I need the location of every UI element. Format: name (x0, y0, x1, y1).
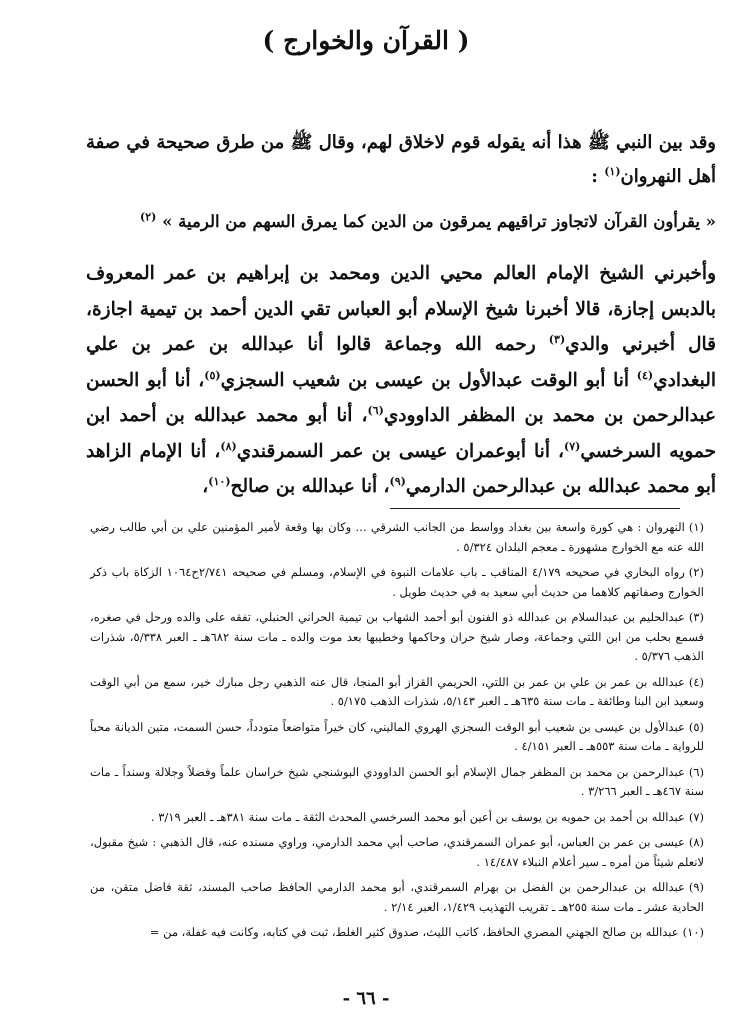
footnote-text: عبدالله بن عمر بن علي بن عمر بن اللتي، الحريمي القزاز أبو المنجا، قال عنه الذهبي رجل مبارك خير، سمع من أبي الوقت وسعيد ابن البنا وطائفة ـ مات سنة ٦٣٥هـ ـ العبر ٥/١٤٣، شذرات الذهب ٥/١٧٥ . (90, 674, 704, 708)
isnad-segment: ، أنا أبو الحسن عبدالرحمن بن محمد بن المظفر الداوودي (86, 369, 716, 426)
footnote-text: عبدالرحمن بن محمد بن المظفر جمال الإسلام أبو الحسن الداوودي البوشنجي شيخ خراسان علماً وفضلاً وجلالة وسنداً ـ مات سنة ٤٦٧هـ ـ العبر ٣/٢٦٦ . (90, 764, 704, 798)
footnote-text: النهروان : هي كورة واسعة بين بغداد وواسط من الجانب الشرقي ... وكان بها وقعة لأمير المؤمنين علي بن أبي طالب رضي الله عنه مع الخوارج مشهورة ـ معجم البلدان ٥/٣٢٤ . (90, 520, 704, 554)
footnote-item (90, 833, 704, 872)
footnote-number: (٣) (688, 610, 704, 624)
footnote-ref-5[interactable]: (٥) (204, 368, 221, 382)
intro-paragraph (86, 126, 716, 194)
footnote-item (90, 673, 704, 712)
footnote-text: عبدالله بن أحمد بن حمويه بن يوسف بن أعين أبو محمد السرخسي المحدث الثقة ـ مات سنة ٣٨١هـ ـ العبر ٣/١٩ . (150, 809, 685, 824)
footnote-ref-3[interactable]: (٣) (548, 332, 566, 346)
isnad-segment: ، أنا الإمام الزاهد أبو محمد عبدالله بن عبدالرحمن الدارمي (86, 440, 716, 497)
footnote-text: عبدالله بن صالح الجهني المصري الحافظ، كاتب الليث، صدوق كثير الغلط، ثبت في كتابه، وكانت فيه غفلة، من = (149, 925, 679, 939)
isnad-segment: ، أنا عبدالله بن صالح (230, 476, 390, 497)
footnote-item (90, 563, 704, 602)
footnote-text: عيسى بن عمر بن العباس، أبو عمران السمرقندي، صاحب أبي محمد الدارمي، وراوي مسنده عنه، قال الذهبي : شيخ مقبول، لانعلم شيئاً من أمره ـ سير أعلام النبلاء ١٤/٤٨٧ . (90, 835, 704, 869)
isnad-segment: ، (202, 476, 209, 497)
intro-text: وقد بين النبي ﷺ هذا أنه يقوله قوم لاخلاق لهم، وقال ﷺ من طرق صحيحة في صفة أهل النهروان (86, 132, 716, 187)
footnote-item (90, 718, 704, 757)
isnad-segment: أنا أبو الوقت عبدالأول بن عيسى بن شعيب السجزي (220, 369, 637, 391)
footnote-number: (١) (688, 520, 704, 534)
footnote-number: (١٠) (682, 925, 704, 939)
footnote-number: (٢) (688, 565, 704, 579)
footnote-item (90, 808, 704, 828)
footnote-number: (٨) (688, 835, 704, 849)
isnad-segment: ، أنا أبو محمد عبدالله بن أحمد ابن حمويه السرخسي (86, 405, 717, 462)
footnote-number: (٥) (688, 719, 704, 734)
footnote-ref-4[interactable]: (٤) (636, 368, 654, 382)
footnote-number: (٩) (688, 880, 704, 894)
footnote-text: عبدالأول بن عيسى بن شعيب أبو الوقت السجزي الهروي الماليني، كان خيراً متواضعاً متودداً، حسن السمت، متين الديانة محباً للرواية ـ مات سنة ٥٥٣هـ ـ العبر ٤/١٥١ . (90, 719, 704, 753)
page-number: - ٦٦ - (342, 988, 390, 1009)
footnote-text: رواه البخاري في صحيحه ٤/١٧٩ المناقب ـ باب علامات النبوة في الإسلام، ومسلم في صحيحه ٢/٧٤١ح١٠٦٤ الزكاة باب ذكر الخوارج وصفاتهم كلاهما من حديث أبي سعيد به في حديث طويل . (90, 565, 704, 599)
intro-tail: : (591, 166, 605, 187)
footnote-divider (390, 508, 680, 509)
footnote-ref-10[interactable]: (١٠) (208, 474, 231, 488)
isnad-segment: وأخبرني الشيخ الإمام العالم محيي الدين ومحمد بن إبراهيم بن عمر المعروف بالدبس إجازة، قالا أخبرنا شيخ الإسلام أبو العباس تقي الدين أحمد بن تيمية اجازة، قال أخبرني والدي (86, 263, 717, 355)
footnote-item (90, 923, 704, 943)
footnote-text: عبدالله بن عبدالرحمن بن الفضل بن بهرام السمرقندي، أبو محمد الدارمي الحافظ صاحب المسند، ثقة فاضل متقن، من الحادية عشر ـ مات سنة ٢٥٥هـ ـ تقريب التهذيب ١/٤٢٩، العبر ٢/١٤ . (90, 880, 704, 914)
footnote-item (90, 608, 704, 667)
footnote-ref-6[interactable]: (٦) (367, 403, 384, 417)
footnotes-list (90, 518, 704, 949)
footnote-item (90, 763, 704, 802)
footnote-ref-8[interactable]: (٨) (220, 439, 237, 453)
footnote-number: (٦) (688, 764, 704, 779)
footnote-item (90, 878, 704, 917)
isnad-paragraph (86, 256, 716, 505)
isnad-segment: رحمه الله وجماعة قالوا أنا عبدالله بن عمر بن علي البغدادي (86, 334, 716, 391)
hadith-quote (86, 208, 716, 236)
hadith-quote-text: « يقرأون القرآن لاتجاوز تراقيهم يمرقون من الدين كما يمرق السهم من الرمية » (162, 212, 716, 231)
footnote-text: عبدالحليم بن عبدالسلام بن عبدالله ذو الفنون أبو أحمد الشهاب بن تيمية الحراني الحنبلي، تفقه على والده ورحل في صغره، فسمع بحلب من ابن اللتي وجماعة، وصار شيخ حران وحاكمها وخطيبها بعد موت والده ـ مات سنة ٦٨٢هـ ـ العبر ٥/٣٣٨، شذرات الذهب ٥/٣٧٦ . (90, 610, 704, 663)
footnote-ref-9[interactable]: (٩) (389, 474, 406, 488)
isnad-segment: ، أنا أبوعمران عيسى بن عمر السمرقندي (236, 440, 564, 462)
page-title: ( القرآن والخوارج ) (262, 26, 470, 55)
footnote-ref-1[interactable]: (١) (604, 165, 621, 178)
footnote-ref-7[interactable]: (٧) (563, 439, 581, 453)
footnote-ref-2[interactable]: (٢) (140, 210, 157, 224)
footnote-number: (٤) (688, 674, 704, 689)
footnote-item (90, 518, 704, 557)
footnote-number: (٧) (688, 809, 704, 824)
